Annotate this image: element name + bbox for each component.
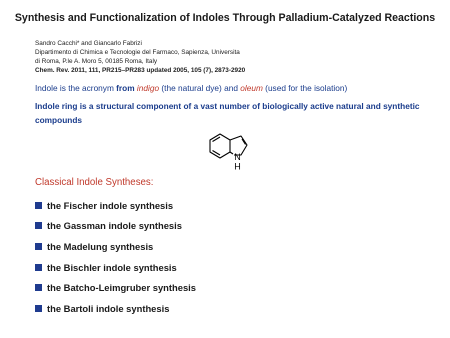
synthesis-label: the Gassman indole synthesis: [47, 220, 182, 232]
square-bullet-icon: [35, 284, 42, 291]
page-title: Synthesis and Functionalization of Indoles Through Palladium-Catalyzed Reactions: [14, 12, 436, 24]
author-block: [35, 40, 245, 76]
list-item: [35, 277, 196, 298]
square-bullet-icon: [35, 264, 42, 271]
list-item: [35, 216, 196, 237]
intro-text-2: (the natural dye) and: [159, 83, 241, 93]
square-bullet-icon: [35, 222, 42, 229]
journal-reference: Chem. Rev. 2011, 111, PR215–PR283 updated 2005, 105 (7), 2873-2920: [35, 66, 246, 74]
list-item: [35, 236, 196, 257]
author-affiliation-line-1: Dipartimento di Chimica e Tecnologie del Farmaco, Sapienza, Universita: [35, 48, 240, 56]
synthesis-label: the Batcho-Leimgruber synthesis: [47, 282, 196, 294]
square-bullet-icon: [35, 202, 42, 209]
square-bullet-icon: [35, 243, 42, 250]
author-affiliation-line-2: di Roma, P.le A. Moro 5, 00185 Roma, Italy: [35, 57, 158, 65]
hydrogen-label: H: [234, 161, 241, 172]
author-names: Sandro Cacchi* and Giancarlo Fabrizi: [35, 40, 142, 47]
nitrogen-label: N: [234, 152, 241, 162]
syntheses-list: [35, 195, 196, 319]
intro-from: from: [116, 83, 135, 93]
intro-text-3: (used for the isolation): [262, 83, 348, 93]
pyrrole-bond: [230, 152, 233, 154]
synthesis-label: the Fischer indole synthesis: [47, 199, 174, 211]
indole-name-origin: [35, 83, 347, 93]
synthesis-label: the Bartoli indole synthesis: [47, 302, 170, 314]
square-bullet-icon: [35, 305, 42, 312]
intro-text-1: Indole is the acronym: [35, 83, 117, 93]
indole-importance-statement: Indole ring is a structural component of a vast number of biologically active natural and synthetic compounds: [35, 101, 420, 125]
indole-structure-icon: [200, 130, 254, 174]
intro-oleum: oleum: [240, 83, 263, 93]
classical-syntheses-heading: Classical Indole Syntheses:: [35, 177, 154, 188]
intro-indigo: indigo: [136, 83, 160, 93]
list-item: [35, 195, 196, 216]
synthesis-label: the Madelung synthesis: [47, 240, 154, 252]
list-item: [35, 298, 196, 319]
list-item: [35, 257, 196, 278]
synthesis-label: the Bischler indole synthesis: [47, 261, 177, 273]
